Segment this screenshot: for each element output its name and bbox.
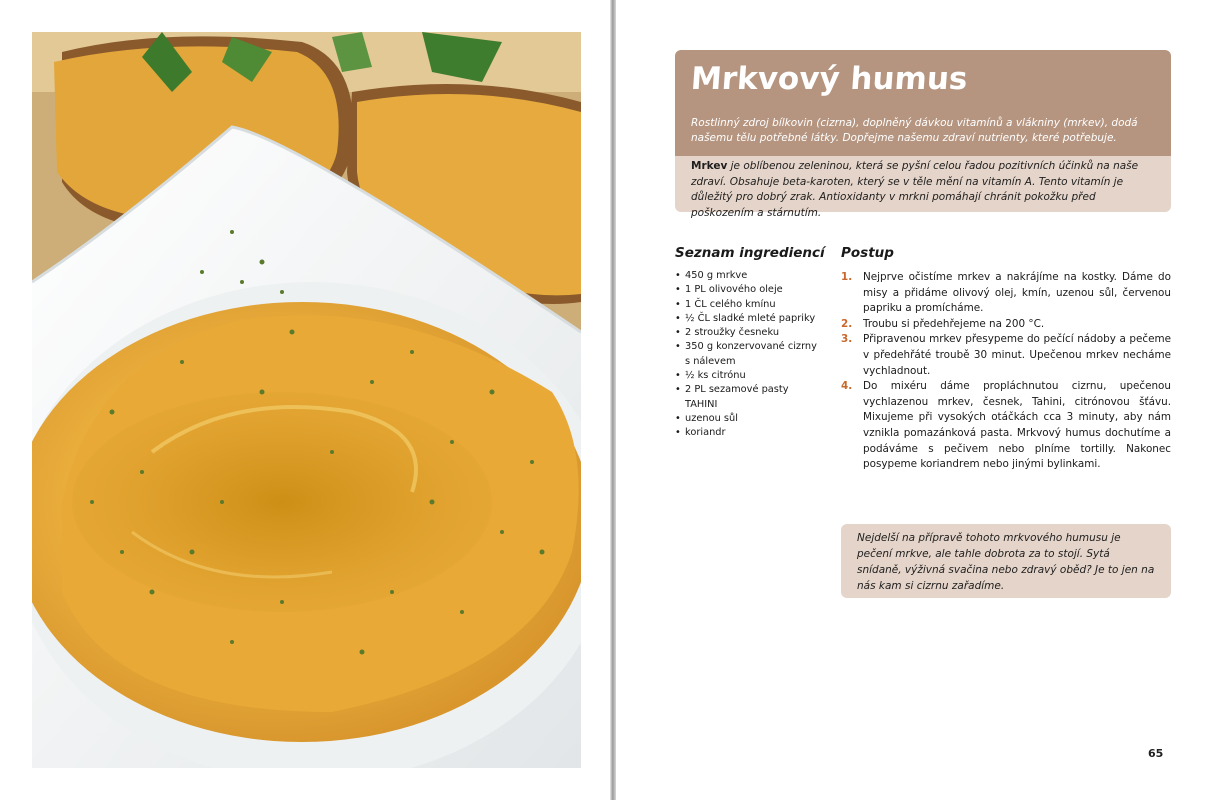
procedure-steps: [841, 270, 1171, 473]
recipe-header: [675, 50, 1171, 160]
carrot-fact-box: [675, 156, 1171, 219]
procedure-step: [841, 317, 1171, 333]
ingredients-heading: Seznam ingrediencí: [675, 245, 825, 261]
ingredient-item: • ½ ks citrónu: [675, 369, 835, 383]
step-text: Nejprve očistíme mrkev a nakrájíme na kostky. Dáme do misy a přidáme olivový olej, kmín, uzenou sůl, červenou papriku a promícháme.: [863, 271, 1171, 315]
step-number: 2.: [841, 317, 853, 330]
recipe-title: Mrkvový humus: [689, 61, 969, 97]
fact-text: je oblíbenou zeleninou, která se pyšní celou řadou pozitivních účinků na naše zdraví. Obsahuje beta-karoten, který se v těle mění na vitamín A. Tento vitamín je důležitý pro dobrý zrak. Antioxidanty v mrkni pomáhají chránit pokožku před poškozením a stárnutím.: [691, 160, 1139, 219]
page-gutter: [610, 0, 616, 800]
ingredients-list: [675, 269, 835, 441]
page-number: 65: [1148, 747, 1164, 760]
ingredient-item: • 350 g konzervované cizrny s nálevem: [675, 340, 825, 369]
step-text: Do mixéru dáme propláchnutou cizrnu, upečenou vychlazenou mrkev, česnek, Tahini, citrónovou šťávu. Mixujeme při vysokých otáčkách cca 3 minuty, aby nám vznikla pomazánková pasta. Mrkvový humus dochutíme a podáváme s pečivem nebo plníme tortilly. Nakonec posypeme koriandrem nebo jinými bylinkami.: [863, 380, 1171, 471]
recipe-intro: Rostlinný zdroj bílkovin (cizrna), doplněný dávkou vitamínů a vlákniny (mrkev), dodá našemu tělu potřebné látky. Dopřejme našemu zdraví nutrienty, které potřebuje.: [691, 117, 1138, 144]
tip-note-box: Nejdelší na přípravě tohoto mrkvového humusu je pečení mrkve, ale tahle dobrota za to stojí. Sytá snídaně, výživná svačina nebo zdravý oběd? Je to jen na nás kam si cizrnu zařadíme.: [841, 524, 1171, 598]
procedure-step: [841, 379, 1171, 473]
procedure-heading: Postup: [841, 245, 894, 261]
ingredient-item: • 2 PL sezamové pasty TAHINI: [675, 383, 805, 412]
step-number: 3.: [841, 333, 853, 346]
step-text: Troubu si předehřejeme na 200 °C.: [863, 317, 1045, 330]
ingredient-item: • 2 stroužky česneku: [675, 326, 835, 340]
ingredient-item: • 1 PL olivového oleje: [675, 283, 835, 297]
ingredient-item: • uzenou sůl: [675, 412, 835, 426]
fact-lead: Mrkev: [691, 160, 728, 172]
ingredient-item: • ½ ČL sladké mleté papriky: [675, 312, 835, 326]
ingredient-item: • 1 ČL celého kmínu: [675, 298, 835, 312]
hummus-photo: [32, 32, 581, 768]
hummus-illustration: [32, 32, 581, 768]
step-number: 4.: [841, 380, 853, 393]
step-number: 1.: [841, 271, 853, 283]
ingredient-item: • koriandr: [675, 426, 835, 440]
procedure-step: [841, 270, 1171, 317]
procedure-step: [841, 332, 1171, 379]
ingredient-item: • 450 g mrkve: [675, 269, 835, 283]
step-text: Připravenou mrkev přesypeme do pečící nádoby a pečeme v předehřáté troubě 30 minut. Upečenou mrkev necháme vychladnout.: [863, 333, 1171, 377]
